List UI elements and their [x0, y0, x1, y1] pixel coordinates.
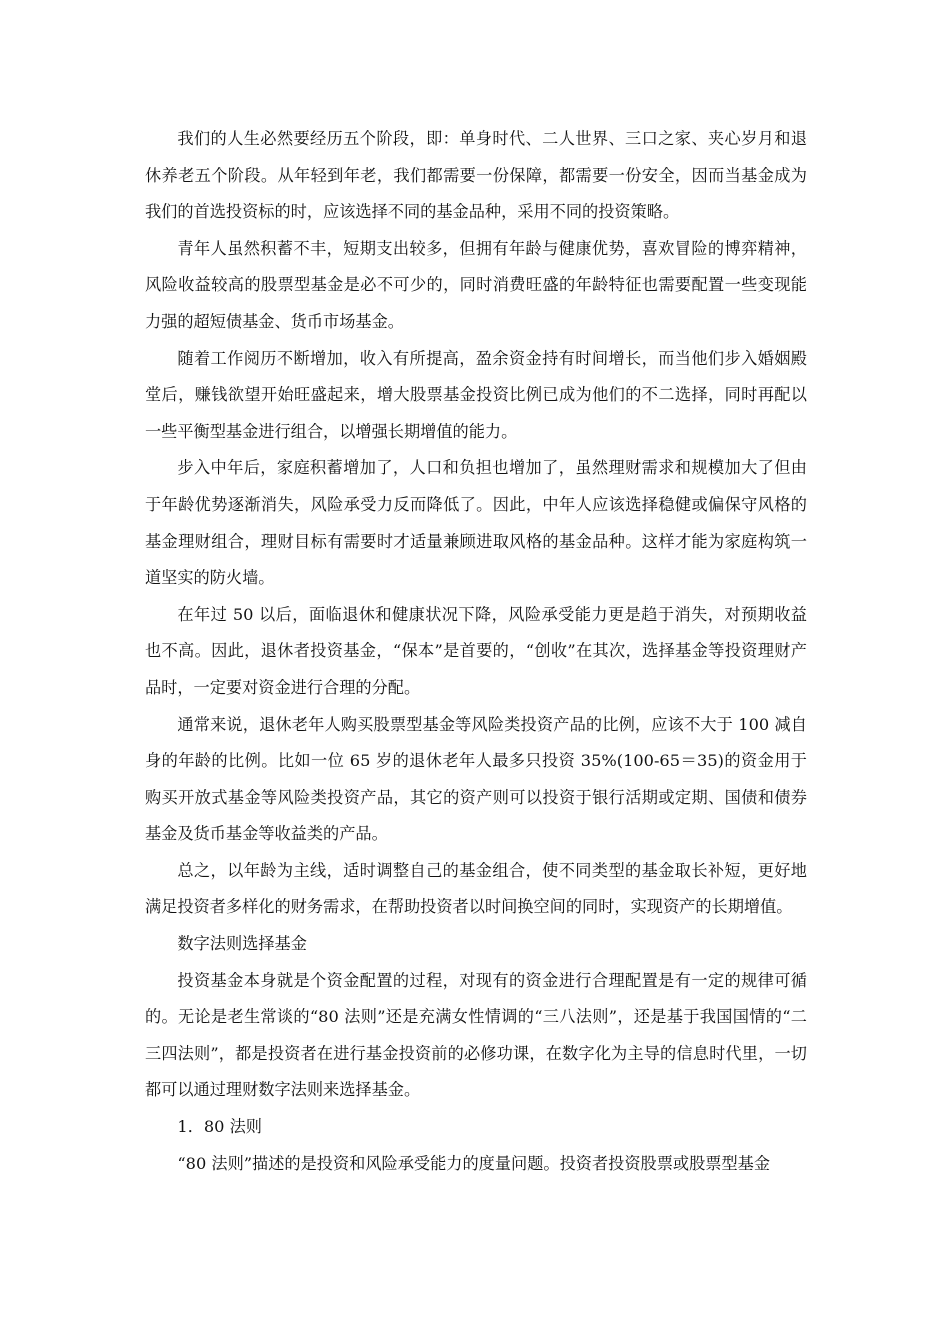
document-body	[145, 121, 807, 1182]
paragraph-80-rule: “80 法则”描述的是投资和风险承受能力的度量问题。投资者投资股票或股票型基金	[177, 1153, 771, 1173]
paragraph-middle-age: 步入中年后，家庭积蓄增加了，人口和负担也增加了，虽然理财需求和规模加大了但由于年龄优势逐渐消失，风险承受力反而降低了。因此，中年人应该选择稳健或偏保守风格的基金理财组合，理财目标有需要时才适量兼顾进取风格的基金品种。这样才能为家庭构筑一道坚实的防火墙。	[145, 458, 807, 588]
subheading-80-rule: 1．80 法则	[177, 1117, 262, 1137]
paragraph-life-stages: 我们的人生必然要经历五个阶段，即：单身时代、二人世界、三口之家、夹心岁月和退休养老五个阶段。从年轻到年老，我们都需要一份保障，都需要一份安全，因而当基金成为我们的首选投资标的时，应该选择不同的基金品种，采用不同的投资策略。	[145, 129, 807, 222]
paragraph-number-rules-intro: 投资基金本身就是个资金配置的过程，对现有的资金进行合理配置是有一定的规律可循的。无论是老生常谈的“80 法则”还是充满女性情调的“三八法则”，还是基于我国国情的“二三四法则”，都是投资者在进行基金投资前的必修功课，在数字化为主导的信息时代里，一切都可以通过理财数字法则来选择基金。	[145, 970, 807, 1100]
paragraph-married-stage: 随着工作阅历不断增加，收入有所提高，盈余资金持有时间增长，而当他们步入婚姻殿堂后，赚钱欲望开始旺盛起来，增大股票基金投资比例已成为他们的不二选择，同时再配以一些平衡型基金进行组合，以增强长期增值的能力。	[145, 348, 807, 441]
section-heading-number-rules: 数字法则选择基金	[177, 934, 307, 954]
paragraph-after-fifty: 在年过 50 以后，面临退休和健康状况下降，风险承受能力更是趋于消失，对预期收益也不高。因此，退休者投资基金，“保本”是首要的，“创收”在其次，选择基金等投资理财产品时，一定要对资金进行合理的分配。	[145, 604, 807, 697]
paragraph-retiree-ratio: 通常来说，退休老年人购买股票型基金等风险类投资产品的比例，应该不大于 100 减自身的年龄的比例。比如一位 65 岁的退休老年人最多只投资 35%(100-65＝35)的资金用于购买开放式基金等风险类投资产品，其它的资产则可以投资于银行活期或定期、国债和债券基金及货币基金等收益类的产品。	[145, 714, 807, 844]
paragraph-young-people: 青年人虽然积蓄不丰，短期支出较多，但拥有年龄与健康优势，喜欢冒险的博弈精神，风险收益较高的股票型基金是必不可少的，同时消费旺盛的年龄特征也需要配置一些变现能力强的超短债基金、货币市场基金。	[145, 238, 807, 331]
paragraph-summary: 总之，以年龄为主线，适时调整自己的基金组合，使不同类型的基金取长补短，更好地满足投资者多样化的财务需求，在帮助投资者以时间换空间的同时，实现资产的长期增值。	[145, 860, 807, 917]
